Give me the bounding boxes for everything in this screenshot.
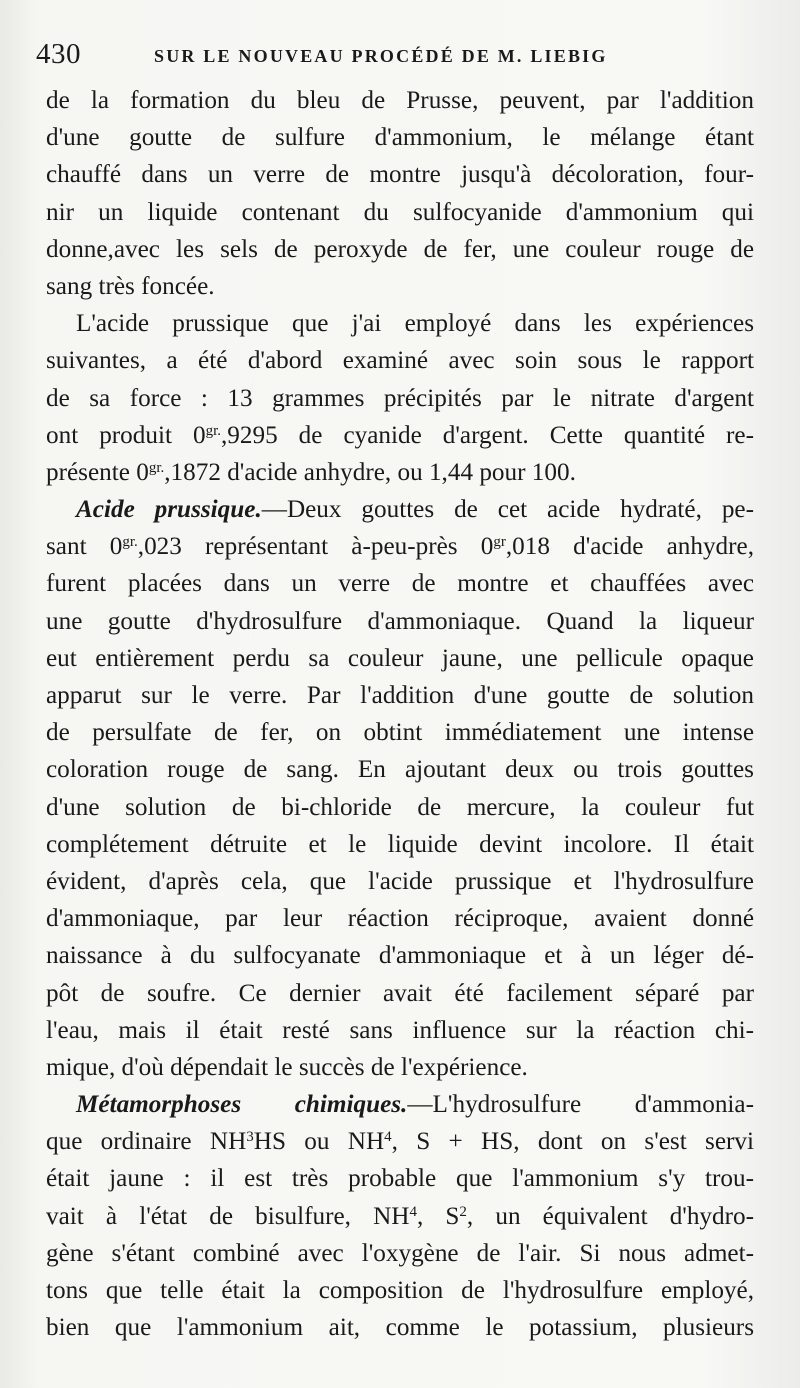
text-line (46, 380, 754, 417)
line-text: ,018 d'acide anhydre, (505, 533, 755, 561)
line-text: donne,avec les sels de peroxyde de fer, une couleur rouge de (46, 235, 754, 263)
text-line (46, 1049, 754, 1086)
text-line (46, 1235, 754, 1272)
text-line (46, 417, 754, 454)
line-text: de sa force : 13 grammes précipités par le nitrate d'argent (46, 384, 754, 412)
superscript: gr. (122, 534, 138, 550)
text-line (46, 454, 754, 491)
text-line (46, 1123, 754, 1160)
line-text: HS ou NH (253, 1128, 385, 1156)
line-text: suivantes, a été d'abord examiné avec soin sous le rapport (46, 347, 754, 375)
superscript: 2 (459, 1203, 467, 1220)
text-line (46, 82, 754, 119)
line-text: , S + HS, dont on s'est servi (391, 1128, 754, 1156)
italic-heading: Métamorphoses chimiques. (76, 1091, 408, 1119)
text-line (46, 677, 754, 714)
text-line (46, 528, 754, 565)
text-line (46, 937, 754, 974)
line-text: furent placées dans un verre de montre et chauffées avec (46, 570, 754, 598)
line-text: apparut sur le verre. Par l'addition d'une goutte de solution (46, 682, 754, 709)
line-text: que ordinaire NH (46, 1128, 247, 1156)
line-text: évident, d'après cela, que l'acide prussique et l'hydrosulfure (46, 867, 754, 895)
text-line (46, 491, 754, 528)
text-line (46, 119, 754, 156)
line-text: mique, d'où dépendait le succès de l'expérience. (46, 1053, 528, 1081)
line-text: vait à l'état de bisulfure, NH (46, 1202, 410, 1230)
text-line (46, 1160, 754, 1197)
text-line (46, 194, 754, 231)
text-line (46, 231, 754, 268)
line-text: ,9295 de cyanide d'argent. Cette quantité re- (221, 421, 754, 449)
text-line (46, 975, 754, 1012)
line-text: , un équivalent d'hydro- (466, 1202, 754, 1230)
line-text: —L'hydrosulfure d'ammonia- (407, 1091, 754, 1119)
text-line (46, 1086, 754, 1123)
text-line (46, 640, 754, 677)
line-text: d'une solution de bi-chloride de mercure, la couleur fut (46, 793, 754, 821)
line-text: complétement détruite et le liquide devint incolore. Il était (46, 830, 754, 858)
text-line (46, 342, 754, 379)
text-line (46, 603, 754, 640)
line-text: chauffé dans un verre de montre jusqu'à décoloration, four- (46, 161, 754, 189)
line-text: d'ammoniaque, par leur réaction réciproque, avaient donné (46, 905, 754, 933)
line-text: ont produit 0 (46, 421, 206, 449)
line-text: était jaune : il est très probable que l'ammonium s'y trou- (46, 1165, 754, 1193)
text-line (46, 305, 754, 342)
body-text (46, 82, 754, 1346)
line-text: présente 0 (46, 458, 149, 486)
text-line (46, 751, 754, 788)
page-number: 430 (36, 38, 81, 70)
line-text: bien que l'ammonium ait, comme le potassium, plusieurs (46, 1314, 754, 1342)
line-text: —Deux gouttes de cet acide hydraté, pe- (261, 496, 754, 524)
superscript: 4 (409, 1203, 417, 1220)
line-text: une goutte d'hydrosulfure d'ammoniaque. Quand la liqueur (46, 607, 754, 635)
line-text: nir un liquide contenant du sulfocyanide d'ammonium qui (46, 198, 754, 226)
text-line (46, 156, 754, 193)
text-line (46, 1012, 754, 1049)
line-text: de persulfate de fer, on obtint immédiatement une intense (46, 719, 754, 747)
italic-heading: Acide prussique. (76, 496, 262, 524)
line-text: pôt de soufre. Ce dernier avait été facilement séparé par (46, 979, 754, 1007)
line-text: tons que telle était la composition de l'hydrosulfure employé, (46, 1277, 754, 1304)
running-head: SUR LE NOUVEAU PROCÉDÉ DE M. LIEBIG (154, 46, 608, 66)
line-text: naissance à du sulfocyanate d'ammoniaque et à un léger dé- (46, 942, 754, 970)
text-line (46, 789, 754, 826)
text-line (46, 268, 754, 305)
text-line (46, 826, 754, 863)
line-text: L'acide prussique que j'ai employé dans les expériences (76, 310, 754, 338)
text-line (46, 714, 754, 751)
text-line (46, 900, 754, 937)
text-line (46, 1198, 754, 1235)
line-text: de la formation du bleu de Prusse, peuvent, par l'addition (46, 87, 754, 114)
line-text: sant 0 (46, 533, 123, 561)
line-text: ,023 représentant à-peu-près 0 (137, 533, 494, 561)
text-line (46, 1272, 754, 1309)
superscript: gr. (148, 459, 165, 476)
text-line (46, 863, 754, 900)
superscript: 3 (246, 1129, 254, 1145)
superscript: 4 (384, 1129, 392, 1145)
line-text: d'une goutte de sulfure d'ammonium, le mélange étant (46, 124, 754, 152)
line-text: l'eau, mais il était resté sans influence sur la réaction chi- (46, 1016, 754, 1044)
text-line (46, 565, 754, 602)
line-text: eut entièrement perdu sa couleur jaune, une pellicule opaque (46, 644, 754, 672)
line-text: ,1872 d'acide anhydre, ou 1,44 pour 100. (164, 458, 576, 486)
line-text: , S (416, 1202, 460, 1230)
page-header (36, 38, 764, 78)
text-line (46, 1309, 754, 1346)
line-text: gène s'étant combiné avec l'oxygène de l'air. Si nous admet- (46, 1239, 754, 1267)
line-text: sang très foncée. (46, 272, 215, 300)
line-text: coloration rouge de sang. En ajoutant deux ou trois gouttes (46, 756, 754, 784)
superscript: gr (493, 534, 506, 550)
superscript: gr. (205, 422, 221, 439)
